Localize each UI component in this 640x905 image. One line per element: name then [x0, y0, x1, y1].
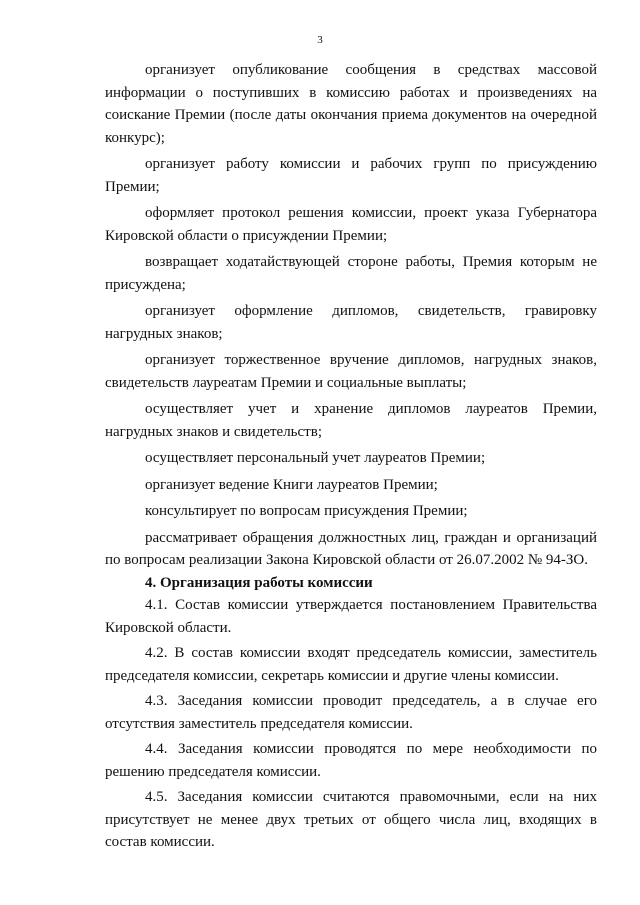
duty-item: рассматривает обращения должностных лиц, граждан и организаций по вопросам реализации Закона Кировской области от 26.07.2002 № 94-ЗО.: [105, 529, 597, 568]
section-heading: 4. Организация работы комиссии: [145, 574, 373, 591]
page-content: [105, 59, 597, 854]
duty-item: консультирует по вопросам присуждения Премии;: [145, 503, 468, 519]
duty-item: организует оформление дипломов, свидетельств, гравировку нагрудных знаков;: [105, 303, 597, 342]
duty-item: организует опубликование сообщения в средствах массовой информации о поступивших в комиссию работах и произведениях на соискание Премии (после даты окончания приема документов на очередной конкурс);: [105, 62, 597, 146]
section-clause: 4.3. Заседания комиссии проводит председатель, а в случае его отсутствия заместитель председателя комиссии.: [105, 693, 597, 732]
duty-item: осуществляет персональный учет лауреатов Премии;: [145, 450, 486, 466]
section-clause: 4.2. В состав комиссии входят председатель комиссии, заместитель председателя комиссии, секретарь комиссии и другие члены комиссии.: [105, 645, 597, 684]
section-clause: 4.5. Заседания комиссии считаются правомочными, если на них присутствует не менее двух третьих от общего числа лиц, входящих в состав комиссии.: [105, 789, 597, 850]
page-number: 3: [317, 34, 323, 46]
section-clause: 4.4. Заседания комиссии проводятся по мере необходимости по решению председателя комиссии.: [105, 741, 597, 780]
duty-item: осуществляет учет и хранение дипломов лауреатов Премии, нагрудных знаков и свидетельств;: [105, 401, 597, 440]
duty-item: возвращает ходатайствующей стороне работы, Премия которым не присуждена;: [105, 254, 597, 293]
duty-item: организует ведение Книги лауреатов Премии;: [145, 476, 438, 493]
duty-item: оформляет протокол решения комиссии, проект указа Губернатора Кировской области о присуждении Премии;: [105, 205, 597, 244]
section-clause: 4.1. Состав комиссии утверждается постановлением Правительства Кировской области.: [105, 597, 597, 636]
duty-item: организует торжественное вручение дипломов, нагрудных знаков, свидетельств лауреатам Премии и социальные выплаты;: [105, 352, 597, 391]
duty-item: организует работу комиссии и рабочих групп по присуждению Премии;: [105, 156, 597, 195]
